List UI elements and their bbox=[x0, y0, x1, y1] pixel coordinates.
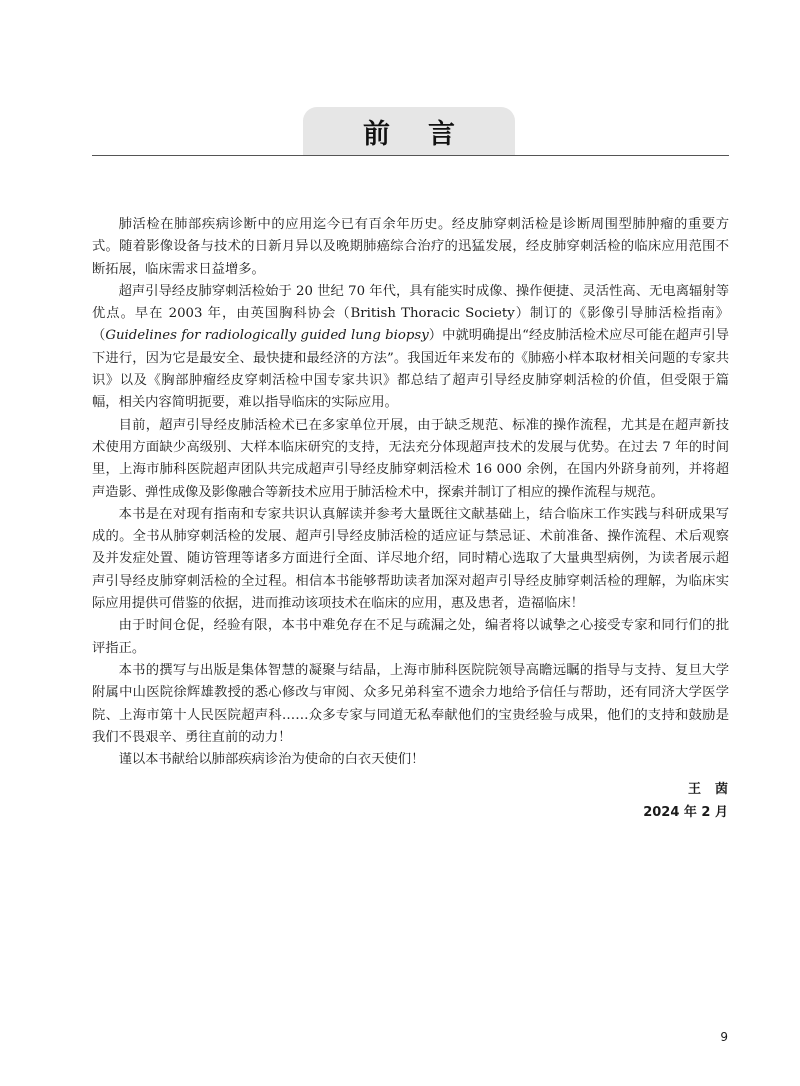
heading-tab bbox=[303, 107, 515, 155]
paragraph: 本书的撰写与出版是集体智慧的凝聚与结晶，上海市肺科医院院领导高瞻远瞩的指导与支持、复旦大学附属中山医院徐辉雄教授的悉心修改与审阅、众多兄弟科室不遗余力地给予信任与帮助，还有同济大学医学院、上海市第十人民医院超声科……众多专家与同道无私奉献他们的宝贵经验与成果，他们的支持和鼓励是我们不畏艰辛、勇往直前的动力！ bbox=[92, 662, 729, 745]
paragraph bbox=[92, 281, 729, 415]
guideline-title-italic: Guidelines for radiologically guided lung biopsy bbox=[105, 328, 429, 344]
heading-rule bbox=[92, 155, 729, 156]
paragraph: 谨以本书献给以肺部疾病诊治为使命的白衣天使们！ bbox=[118, 752, 425, 768]
preface-body bbox=[92, 214, 729, 771]
paragraph: 由于时间仓促，经验有限，本书中难免存在不足与疏漏之处，编者将以诚挚之心接受专家和同行们的批评指正。 bbox=[92, 618, 729, 656]
paragraph: 本书是在对现有指南和专家共识认真解读并参考大量既往文献基础上，结合临床工作实践与科研成果写成的。全书从肺穿刺活检的发展、超声引导经皮肺活检的适应证与禁忌证、术前准备、操作流程、术后观察及并发症处置、随访管理等诸多方面进行全面、详尽地介绍，同时精心选取了大量典型病例，为读者展示超声引导经皮肺穿刺活检的全过程。相信本书能够帮助读者加深对超声引导经皮肺穿刺活检的理解，为临床实际应用提供可借鉴的依据，进而推动该项技术在临床的应用，惠及患者，造福临床！ bbox=[92, 506, 729, 612]
paragraph: 目前，超声引导经皮肺活检术已在多家单位开展，由于缺乏规范、标准的操作流程，尤其是在超声新技术使用方面缺少高级别、大样本临床研究的支持，无法充分体现超声技术的发展与优势。在过去 7 年的时间里，上海市肺科医院超声团队共完成超声引导经皮肺穿刺活检术 16 000 余例，在国内外跻身前列，并将超声造影、弹性成像及影像融合等新技术应用于肺活检术中，探索并制订了相应的操作流程与规范。 bbox=[92, 417, 729, 500]
signature-date: 2024 年 2 月 bbox=[643, 805, 728, 820]
page-title: 前言 bbox=[363, 118, 493, 150]
paragraph-text: ）中就明确提出“经皮肺活检术应尽可能在超声引导下进行，因为它是最安全、最快捷和最经济的方法”。我国近年来发布的《肺癌小样本取材相关问题的专家共识》以及《胸部肿瘤经皮穿刺活检中国专家共识》都总结了超声引导经皮肺穿刺活检的价值，但受限于篇幅，相关内容简明扼要，难以指导临床的实际应用。 bbox=[92, 328, 729, 411]
paragraph-text: 超声引导经皮肺穿刺活检始于 20 世纪 70 年代，具有能实时成像、操作便捷、灵活性高、无电离辐射等优点。早在 2003 年，由英国胸科协会（British Thoracic Society）制订的《影像引导肺活检指南》（ bbox=[92, 283, 729, 344]
author-name: 王茵 bbox=[687, 782, 742, 797]
paragraph: 肺活检在肺部疾病诊断中的应用迄今已有百余年历史。经皮肺穿刺活检是诊断周围型肺肿瘤的重要方式。随着影像设备与技术的日新月异以及晚期肺癌综合治疗的迅猛发展，经皮肺穿刺活检的临床应用范围不断拓展，临床需求日益增多。 bbox=[92, 217, 729, 277]
page-number: 9 bbox=[720, 1030, 728, 1044]
signature-block bbox=[643, 778, 742, 824]
